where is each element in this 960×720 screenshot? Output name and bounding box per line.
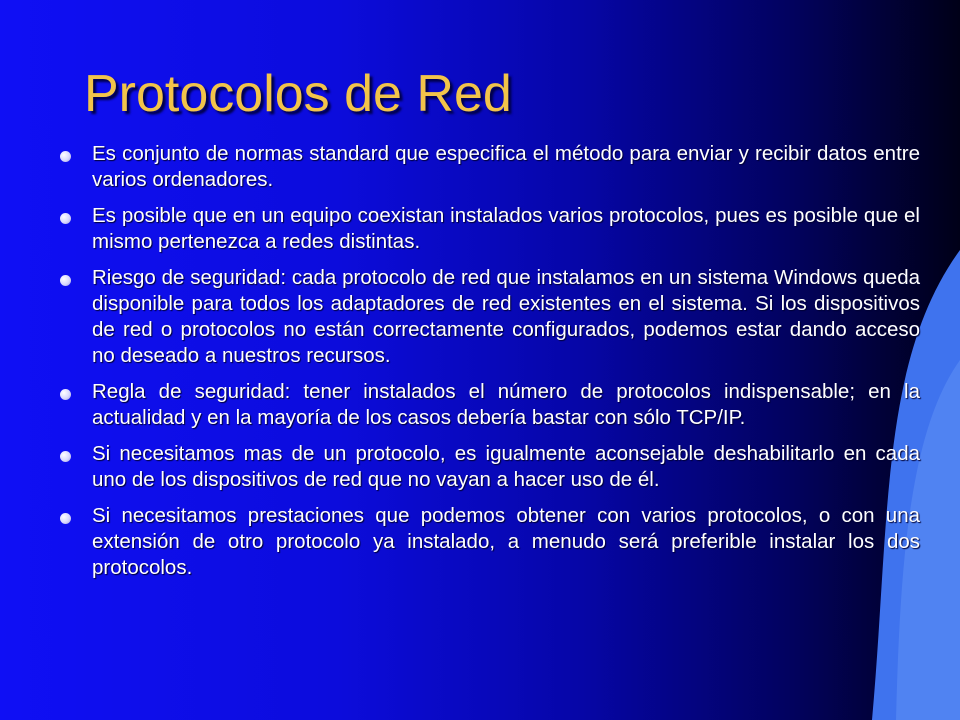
- bullet-dot-icon: [60, 213, 71, 224]
- bullet-text: Si necesitamos mas de un protocolo, es igualmente aconsejable deshabilitarlo en cada uno de los dispositivos de red que no vayan a hacer uso de él.: [92, 442, 920, 491]
- bullet-text: Si necesitamos prestaciones que podemos obtener con varios protocolos, o con una extensión de otro protocolo ya instalado, a menudo será preferible instalar los dos protocolos.: [92, 504, 920, 579]
- bullet-list: [60, 141, 920, 591]
- bullet-text: Riesgo de seguridad: cada protocolo de red que instalamos en un sistema Windows queda disponible para todos los adaptadores de red existentes en el sistema. Si los dispositivos de red o protocolos no están correctamente configurados, podemos estar dando acceso no deseado a nuestros recursos.: [92, 266, 920, 367]
- bullet-item: [60, 441, 920, 493]
- bullet-text: Es conjunto de normas standard que especifica el método para enviar y recibir datos entre varios ordenadores.: [92, 142, 920, 191]
- bullet-item: [60, 141, 920, 193]
- bullet-dot-icon: [60, 389, 71, 400]
- bullet-item: [60, 379, 920, 431]
- bullet-item: [60, 265, 920, 369]
- bullet-item: [60, 503, 920, 581]
- bullet-item: [60, 203, 920, 255]
- bullet-dot-icon: [60, 151, 71, 162]
- slide-title: Protocolos de Red: [84, 65, 512, 123]
- bullet-text: Es posible que en un equipo coexistan instalados varios protocolos, pues es posible que el mismo pertenezca a redes distintas.: [92, 204, 920, 253]
- bullet-dot-icon: [60, 451, 71, 462]
- bullet-dot-icon: [60, 513, 71, 524]
- bullet-text: Regla de seguridad: tener instalados el número de protocolos indispensable; en la actualidad y en la mayoría de los casos debería bastar con sólo TCP/IP.: [92, 380, 920, 429]
- bullet-dot-icon: [60, 275, 71, 286]
